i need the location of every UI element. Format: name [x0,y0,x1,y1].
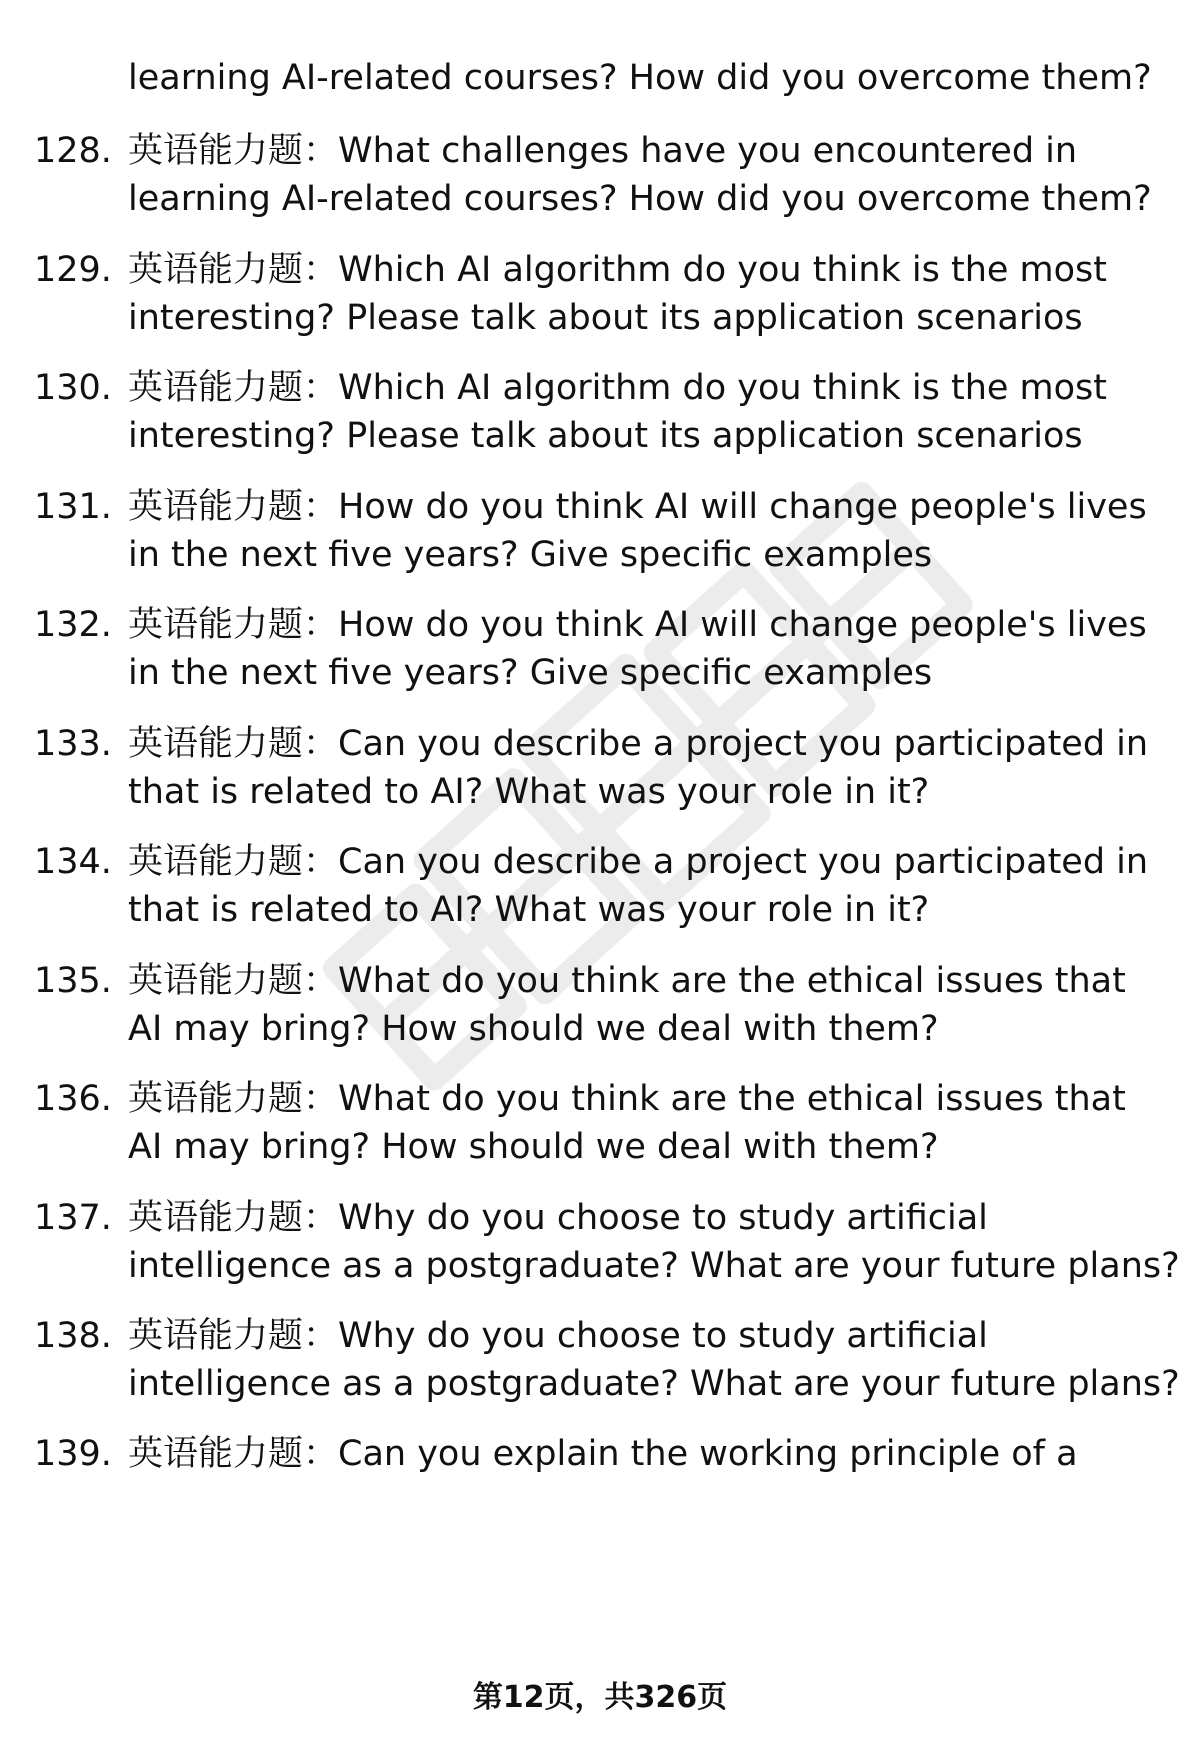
page-footer: 第12页，共326页 [472,1680,728,1715]
item-number: 138. [34,1316,112,1356]
item-line-2: that is related to AI? What was your role in it? [128,772,930,812]
continuation-line: learning AI-related courses? How did you overcome them? [128,58,1152,98]
item-line-2: interesting? Please talk about its application scenarios [128,416,1083,456]
item-line-2: in the next five years? Give specific examples [128,653,933,693]
item-number: 131. [34,487,112,527]
item-line-1: 英语能力题：Which AI algorithm do you think is the most [128,368,1108,408]
item-line-2: learning AI-related courses? How did you overcome them? [128,179,1152,219]
item-line-1: 英语能力题：How do you think AI will change people's lives [128,487,1147,527]
item-number: 137. [34,1198,112,1238]
item-number: 129. [34,250,112,290]
item-line-2: interesting? Please talk about its application scenarios [128,298,1083,338]
item-number: 134. [34,842,112,882]
item-line-1: 英语能力题：Why do you choose to study artificial [128,1316,988,1356]
item-line-1: 英语能力题：Why do you choose to study artificial [128,1198,988,1238]
item-line-2: AI may bring? How should we deal with them? [128,1009,939,1049]
item-line-1: 英语能力题：What challenges have you encountered in [128,131,1078,171]
item-line-2: intelligence as a postgraduate? What are your future plans? [128,1246,1180,1286]
item-line-1: 英语能力题：How do you think AI will change people's lives [128,605,1147,645]
item-number: 139. [34,1434,112,1474]
item-line-2: intelligence as a postgraduate? What are your future plans? [128,1364,1180,1404]
item-number: 128. [34,131,112,171]
item-line-1: 英语能力题：Which AI algorithm do you think is the most [128,250,1108,290]
item-number: 133. [34,724,112,764]
item-number: 136. [34,1079,112,1119]
item-number: 135. [34,961,112,1001]
item-line-1: 英语能力题：Can you describe a project you participated in [128,724,1149,764]
item-line-2: AI may bring? How should we deal with them? [128,1127,939,1167]
item-line-1: 英语能力题：Can you explain the working principle of a [128,1434,1078,1474]
item-line-2: in the next five years? Give specific examples [128,535,933,575]
item-number: 130. [34,368,112,408]
item-number: 132. [34,605,112,645]
item-line-1: 英语能力题：Can you describe a project you participated in [128,842,1149,882]
item-line-1: 英语能力题：What do you think are the ethical issues that [128,961,1126,1001]
item-line-2: that is related to AI? What was your role in it? [128,890,930,930]
item-line-1: 英语能力题：What do you think are the ethical issues that [128,1079,1126,1119]
